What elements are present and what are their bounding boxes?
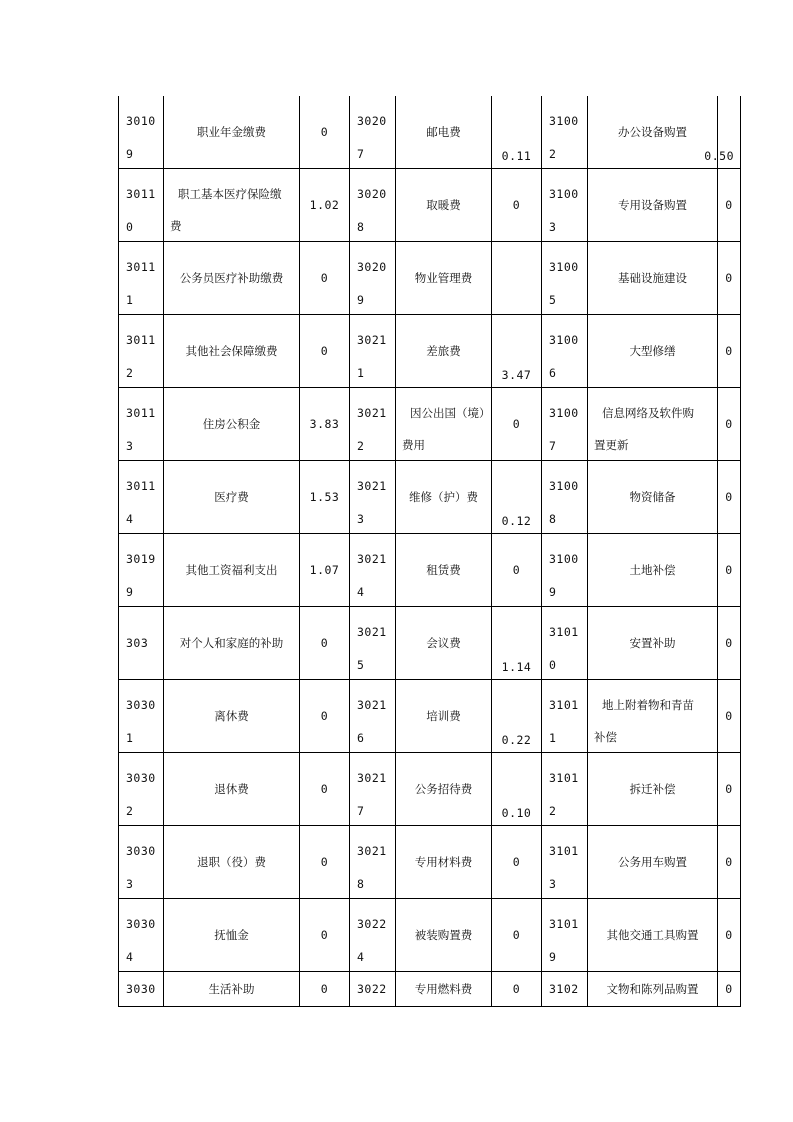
item-name-line: 置更新 xyxy=(594,438,629,452)
amount-value: 0 xyxy=(320,927,329,942)
code-cell xyxy=(542,388,588,461)
item-name-cell xyxy=(396,96,492,169)
code-part: 3021 xyxy=(357,333,387,347)
item-name-cell xyxy=(588,972,718,1007)
item-name-cell xyxy=(396,169,492,242)
item-name-line: 补偿 xyxy=(594,730,617,744)
table-row xyxy=(119,899,741,972)
amount-cell xyxy=(300,753,350,826)
amount-value: 0 xyxy=(725,708,733,723)
item-name: 差旅费 xyxy=(426,343,461,358)
amount-cell xyxy=(300,242,350,315)
amount-cell xyxy=(300,388,350,461)
code-part: 8 xyxy=(357,220,365,234)
amount-value: 1.02 xyxy=(309,197,340,212)
code-part: 9 xyxy=(549,950,557,964)
item-name: 离休费 xyxy=(214,708,249,723)
code-part: 0 xyxy=(126,220,134,234)
amount-cell xyxy=(492,826,542,899)
code-cell xyxy=(119,461,164,534)
code-cell xyxy=(350,972,396,1007)
item-name: 会议费 xyxy=(426,635,461,650)
amount-cell xyxy=(300,534,350,607)
item-name-line: 地上附着物和青苗 xyxy=(602,698,694,712)
code-part: 3101 xyxy=(549,844,579,858)
amount-cell xyxy=(718,753,741,826)
code-part: 3011 xyxy=(126,187,156,201)
amount-cell xyxy=(492,461,542,534)
code-cell xyxy=(350,461,396,534)
table-row xyxy=(119,534,741,607)
code-cell xyxy=(119,826,164,899)
code-part: 3100 xyxy=(549,260,579,274)
item-name: 大型修缮 xyxy=(629,343,676,358)
code-part: 3101 xyxy=(549,625,579,639)
code-part: 1 xyxy=(126,293,134,307)
amount-cell xyxy=(300,899,350,972)
code-part: 303 xyxy=(126,635,149,650)
amount-value: 0 xyxy=(725,562,733,577)
amount-cell xyxy=(300,96,350,169)
amount-value: 0 xyxy=(725,197,733,212)
item-name-cell xyxy=(164,607,300,680)
item-name-cell xyxy=(396,388,492,461)
amount-cell xyxy=(300,680,350,753)
code-part: 7 xyxy=(357,147,365,161)
code-cell xyxy=(350,388,396,461)
amount-cell xyxy=(718,315,741,388)
amount-value: 0 xyxy=(512,197,521,212)
code-part: 3011 xyxy=(126,406,156,420)
code-part: 3100 xyxy=(549,552,579,566)
table-row xyxy=(119,972,741,1007)
table-row xyxy=(119,680,741,753)
table-row xyxy=(119,242,741,315)
code-cell xyxy=(542,96,588,169)
amount-cell xyxy=(718,972,741,1007)
amount-cell xyxy=(492,899,542,972)
code-part: 3022 xyxy=(357,917,387,931)
amount-cell xyxy=(492,96,542,169)
code-part: 1 xyxy=(126,731,134,745)
code-part: 3100 xyxy=(549,479,579,493)
table-row xyxy=(119,388,741,461)
amount-value: 0.50 xyxy=(704,149,734,163)
item-name-cell xyxy=(588,96,718,169)
item-name-cell xyxy=(588,680,718,753)
code-part: 8 xyxy=(357,877,365,891)
amount-value: 0 xyxy=(320,270,329,285)
code-part: 0 xyxy=(549,658,557,672)
code-part: 1 xyxy=(357,366,365,380)
code-part: 3 xyxy=(126,877,134,891)
amount-cell xyxy=(718,388,741,461)
code-cell xyxy=(119,607,164,680)
code-cell xyxy=(119,388,164,461)
item-name-cell xyxy=(588,534,718,607)
amount-cell xyxy=(492,315,542,388)
item-name: 被装购置费 xyxy=(414,927,473,942)
item-name-cell xyxy=(164,826,300,899)
code-part: 6 xyxy=(549,366,557,380)
table-row xyxy=(119,461,741,534)
code-part: 2 xyxy=(549,804,557,818)
code-part: 3020 xyxy=(357,114,387,128)
amount-value: 0 xyxy=(512,854,521,869)
code-cell xyxy=(542,534,588,607)
item-name-cell xyxy=(164,388,300,461)
amount-value: 0 xyxy=(320,708,329,723)
code-part: 3030 xyxy=(126,771,156,785)
amount-cell xyxy=(492,534,542,607)
item-name-cell xyxy=(164,169,300,242)
amount-value: 0 xyxy=(320,635,329,650)
item-name-cell xyxy=(396,534,492,607)
code-part: 3011 xyxy=(126,479,156,493)
item-name: 邮电费 xyxy=(426,124,461,139)
code-part: 3030 xyxy=(126,917,156,931)
code-part: 7 xyxy=(357,804,365,818)
code-part: 3101 xyxy=(549,917,579,931)
code-part: 3 xyxy=(549,220,557,234)
code-part: 3019 xyxy=(126,552,156,566)
code-cell xyxy=(542,899,588,972)
amount-cell xyxy=(718,461,741,534)
amount-cell xyxy=(300,461,350,534)
item-name-cell xyxy=(396,607,492,680)
item-name-cell xyxy=(396,826,492,899)
code-part: 9 xyxy=(549,585,557,599)
table-row xyxy=(119,826,741,899)
code-cell xyxy=(542,242,588,315)
code-part: 3021 xyxy=(357,625,387,639)
item-name-cell xyxy=(588,899,718,972)
item-name: 生活补助 xyxy=(208,981,255,996)
code-cell xyxy=(350,534,396,607)
item-name: 安置补助 xyxy=(629,635,676,650)
amount-value: 0 xyxy=(725,270,733,285)
item-name: 退职（役）费 xyxy=(197,854,266,869)
item-name-line: 因公出国（境） xyxy=(410,406,491,420)
code-part: 3 xyxy=(357,512,365,526)
code-part: 3021 xyxy=(357,552,387,566)
item-name: 对个人和家庭的补助 xyxy=(179,635,284,650)
code-part: 3101 xyxy=(549,698,579,712)
code-part: 3030 xyxy=(126,981,156,996)
code-part: 4 xyxy=(126,950,134,964)
amount-value: 0 xyxy=(512,416,521,431)
code-part: 8 xyxy=(549,512,557,526)
item-name: 取暖费 xyxy=(426,197,461,212)
code-part: 3021 xyxy=(357,771,387,785)
item-name-cell xyxy=(588,242,718,315)
amount-value: 0.11 xyxy=(501,149,532,163)
code-part: 3021 xyxy=(357,479,387,493)
code-part: 3100 xyxy=(549,187,579,201)
code-part: 3 xyxy=(126,439,134,453)
item-name-cell xyxy=(588,607,718,680)
amount-cell xyxy=(300,169,350,242)
code-part: 3 xyxy=(549,877,557,891)
code-part: 3020 xyxy=(357,187,387,201)
amount-value: 1.53 xyxy=(309,489,340,504)
code-cell xyxy=(350,826,396,899)
code-part: 9 xyxy=(126,585,134,599)
code-cell xyxy=(119,972,164,1007)
item-name-cell xyxy=(164,242,300,315)
item-name-cell xyxy=(588,753,718,826)
amount-cell xyxy=(718,607,741,680)
amount-value: 0 xyxy=(320,781,329,796)
item-name-cell xyxy=(588,388,718,461)
item-name: 医疗费 xyxy=(214,489,249,504)
amount-cell xyxy=(492,680,542,753)
amount-value: 0.10 xyxy=(501,806,532,820)
code-part: 3011 xyxy=(126,260,156,274)
amount-cell xyxy=(492,607,542,680)
item-name-cell xyxy=(396,680,492,753)
code-cell xyxy=(119,534,164,607)
amount-value: 1.14 xyxy=(501,660,532,674)
code-cell xyxy=(542,753,588,826)
code-part: 4 xyxy=(357,950,365,964)
item-name: 物业管理费 xyxy=(414,270,473,285)
amount-cell xyxy=(718,169,741,242)
item-name-cell xyxy=(164,899,300,972)
code-cell xyxy=(350,169,396,242)
code-part: 3100 xyxy=(549,406,579,420)
code-cell xyxy=(542,461,588,534)
code-part: 9 xyxy=(357,293,365,307)
code-cell xyxy=(119,899,164,972)
item-name: 抚恤金 xyxy=(214,927,249,942)
code-cell xyxy=(350,899,396,972)
code-cell xyxy=(119,680,164,753)
code-cell xyxy=(119,315,164,388)
amount-value: 0.12 xyxy=(501,514,532,528)
item-name-cell xyxy=(396,753,492,826)
code-cell xyxy=(119,169,164,242)
amount-value: 0 xyxy=(320,343,329,358)
amount-cell xyxy=(492,169,542,242)
code-part: 4 xyxy=(357,585,365,599)
item-name: 公务招待费 xyxy=(414,781,473,796)
amount-value: 0 xyxy=(725,343,733,358)
amount-value: 0 xyxy=(725,981,733,996)
item-name-cell xyxy=(588,826,718,899)
code-part: 3030 xyxy=(126,698,156,712)
code-part: 5 xyxy=(357,658,365,672)
code-part: 3030 xyxy=(126,844,156,858)
code-cell xyxy=(542,315,588,388)
item-name-cell xyxy=(396,315,492,388)
item-name: 物资储备 xyxy=(629,489,676,504)
item-name: 培训费 xyxy=(426,708,461,723)
code-cell xyxy=(119,753,164,826)
item-name: 专用燃料费 xyxy=(414,981,473,996)
item-name: 其他社会保障缴费 xyxy=(185,343,278,358)
amount-cell xyxy=(492,753,542,826)
item-name-cell xyxy=(396,899,492,972)
amount-value: 0 xyxy=(512,981,521,996)
code-part: 3020 xyxy=(357,260,387,274)
code-part: 3100 xyxy=(549,114,579,128)
item-name: 职业年金缴费 xyxy=(197,124,266,139)
code-part: 9 xyxy=(126,147,134,161)
code-part: 4 xyxy=(126,512,134,526)
amount-value: 0 xyxy=(725,854,733,869)
code-part: 2 xyxy=(126,804,134,818)
code-part: 1 xyxy=(549,731,557,745)
amount-value: 0 xyxy=(512,927,521,942)
table-row xyxy=(119,169,741,242)
item-name: 其他工资福利支出 xyxy=(185,562,278,577)
item-name: 住房公积金 xyxy=(202,416,261,431)
item-name: 文物和陈列品购置 xyxy=(606,981,699,996)
amount-value: 0 xyxy=(725,416,733,431)
amount-value: 0.22 xyxy=(501,733,532,747)
code-cell xyxy=(542,972,588,1007)
amount-value: 0 xyxy=(725,781,733,796)
code-cell xyxy=(350,753,396,826)
amount-cell xyxy=(492,242,542,315)
code-part: 6 xyxy=(357,731,365,745)
item-name: 维修（护）费 xyxy=(409,489,478,504)
amount-cell xyxy=(718,242,741,315)
amount-value: 0 xyxy=(512,562,521,577)
amount-cell xyxy=(718,680,741,753)
item-name-cell xyxy=(588,461,718,534)
item-name-cell xyxy=(396,972,492,1007)
item-name-line: 费用 xyxy=(402,438,425,452)
item-name-line: 信息网络及软件购 xyxy=(602,406,694,420)
item-name: 其他交通工具购置 xyxy=(606,927,699,942)
amount-value: 3.83 xyxy=(309,416,340,431)
item-name-line: 费 xyxy=(170,219,182,233)
expenditure-table xyxy=(118,96,741,1007)
table-row xyxy=(119,607,741,680)
code-cell xyxy=(350,607,396,680)
amount-cell xyxy=(492,388,542,461)
code-part: 3102 xyxy=(549,981,579,996)
amount-cell xyxy=(718,899,741,972)
code-cell xyxy=(542,169,588,242)
item-name-cell xyxy=(164,972,300,1007)
amount-value: 0 xyxy=(320,854,329,869)
item-name: 土地补偿 xyxy=(629,562,676,577)
table-row xyxy=(119,753,741,826)
amount-value: 0 xyxy=(320,124,329,139)
table-row xyxy=(119,315,741,388)
item-name: 公务用车购置 xyxy=(618,854,687,869)
item-name-cell xyxy=(164,680,300,753)
item-name: 租赁费 xyxy=(426,562,461,577)
code-cell xyxy=(119,96,164,169)
item-name-cell xyxy=(588,169,718,242)
item-name-cell xyxy=(164,315,300,388)
amount-cell xyxy=(492,972,542,1007)
item-name-cell xyxy=(396,461,492,534)
item-name-cell xyxy=(164,753,300,826)
item-name: 退休费 xyxy=(214,781,249,796)
table-row xyxy=(119,96,741,169)
item-name-cell xyxy=(396,242,492,315)
code-part: 3021 xyxy=(357,844,387,858)
code-cell xyxy=(119,242,164,315)
code-part: 3101 xyxy=(549,771,579,785)
code-part: 3021 xyxy=(357,406,387,420)
table-body xyxy=(119,96,741,1007)
amount-value: 0 xyxy=(725,927,733,942)
amount-cell xyxy=(718,826,741,899)
code-cell xyxy=(350,315,396,388)
amount-value: 0 xyxy=(725,489,733,504)
code-part: 2 xyxy=(357,439,365,453)
item-name-cell xyxy=(164,96,300,169)
amount-cell xyxy=(718,534,741,607)
code-part: 5 xyxy=(549,293,557,307)
item-name-cell xyxy=(164,534,300,607)
item-name: 专用设备购置 xyxy=(618,197,687,212)
code-part: 3010 xyxy=(126,114,156,128)
code-part: 7 xyxy=(549,439,557,453)
code-part: 2 xyxy=(126,366,134,380)
item-name: 基础设施建设 xyxy=(618,270,687,285)
code-cell xyxy=(542,826,588,899)
code-cell xyxy=(542,680,588,753)
amount-cell xyxy=(300,972,350,1007)
code-cell xyxy=(350,242,396,315)
amount-value: 0 xyxy=(725,635,733,650)
item-name: 专用材料费 xyxy=(414,854,473,869)
code-cell xyxy=(350,680,396,753)
amount-cell xyxy=(300,826,350,899)
code-part: 3100 xyxy=(549,333,579,347)
amount-value: 1.07 xyxy=(309,562,340,577)
item-name-cell xyxy=(164,461,300,534)
code-part: 2 xyxy=(549,147,557,161)
code-cell xyxy=(350,96,396,169)
amount-value: 0 xyxy=(320,981,329,996)
code-part: 3011 xyxy=(126,333,156,347)
amount-cell xyxy=(704,96,741,169)
item-name-cell xyxy=(588,315,718,388)
code-cell xyxy=(542,607,588,680)
amount-cell xyxy=(300,607,350,680)
amount-value: 3.47 xyxy=(501,368,532,382)
item-name: 公务员医疗补助缴费 xyxy=(179,270,284,285)
item-name: 办公设备购置 xyxy=(618,124,687,139)
item-name: 拆迁补偿 xyxy=(629,781,676,796)
amount-cell xyxy=(300,315,350,388)
code-part: 3021 xyxy=(357,698,387,712)
item-name-line: 职工基本医疗保险缴 xyxy=(178,187,282,201)
code-part: 3022 xyxy=(357,981,387,996)
